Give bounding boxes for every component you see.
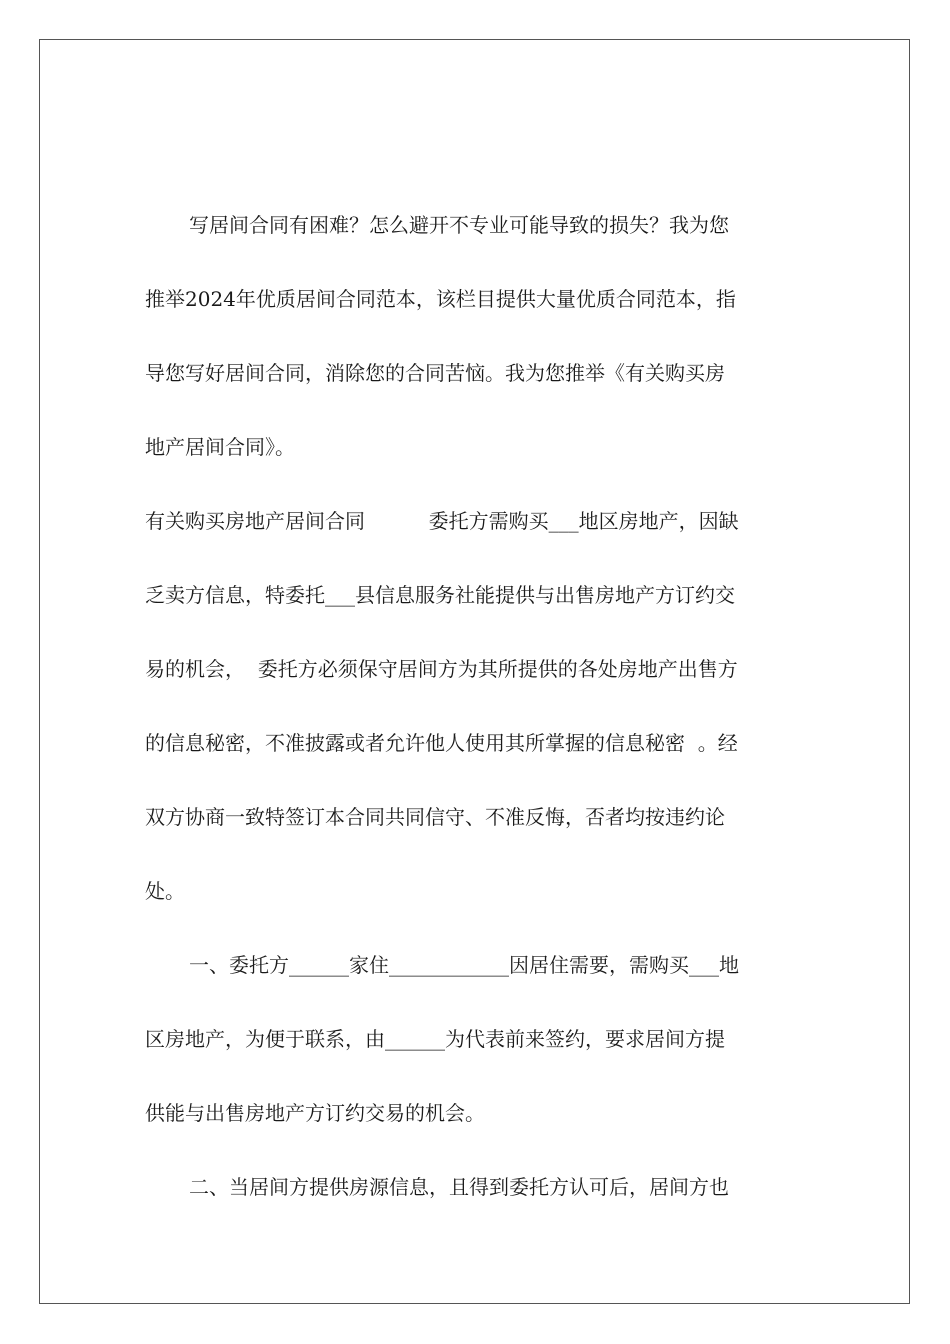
- intro-line-3: 导您写好居间合同，消除您的合同苦恼。我为您推举《有关购买房: [145, 361, 725, 385]
- intro-line-2: 推举2024年优质居间合同范本，该栏目提供大量优质合同范本，指: [145, 287, 736, 311]
- preamble-line-6: 处。: [145, 879, 185, 903]
- preamble-line-2: 乏卖方信息，特委托___县信息服务社能提供与出售房地产方订约交: [145, 583, 735, 607]
- clause-1-line-3: 供能与出售房地产方订约交易的机会。: [145, 1101, 485, 1125]
- preamble-line-5: 双方协商一致特签订本合同共同信守、不准反悔，否者均按违约论: [145, 805, 725, 829]
- clause-2-line-1: 二、当居间方提供房源信息，且得到委托方认可后，居间方也: [189, 1175, 729, 1199]
- document-body: [145, 200, 805, 1236]
- intro-line-1: 写居间合同有困难？怎么避开不专业可能导致的损失？我为您: [189, 213, 729, 237]
- clause-1-line-1: 一、委托方______家住____________因居住需要，需购买___地: [189, 953, 739, 977]
- clause-1-line-2: 区房地产，为便于联系，由______为代表前来签约，要求居间方提: [145, 1027, 725, 1051]
- contract-title-line: 有关购买房地产居间合同 委托方需购买___地区房地产，因缺: [145, 509, 739, 533]
- intro-line-4: 地产居间合同》。: [145, 435, 295, 459]
- preamble-line-3: 易的机会， 委托方必须保守居间方为其所提供的各处房地产出售方: [145, 657, 738, 681]
- preamble-line-4: 的信息秘密，不准披露或者允许他人使用其所掌握的信息秘密 。经: [145, 731, 738, 755]
